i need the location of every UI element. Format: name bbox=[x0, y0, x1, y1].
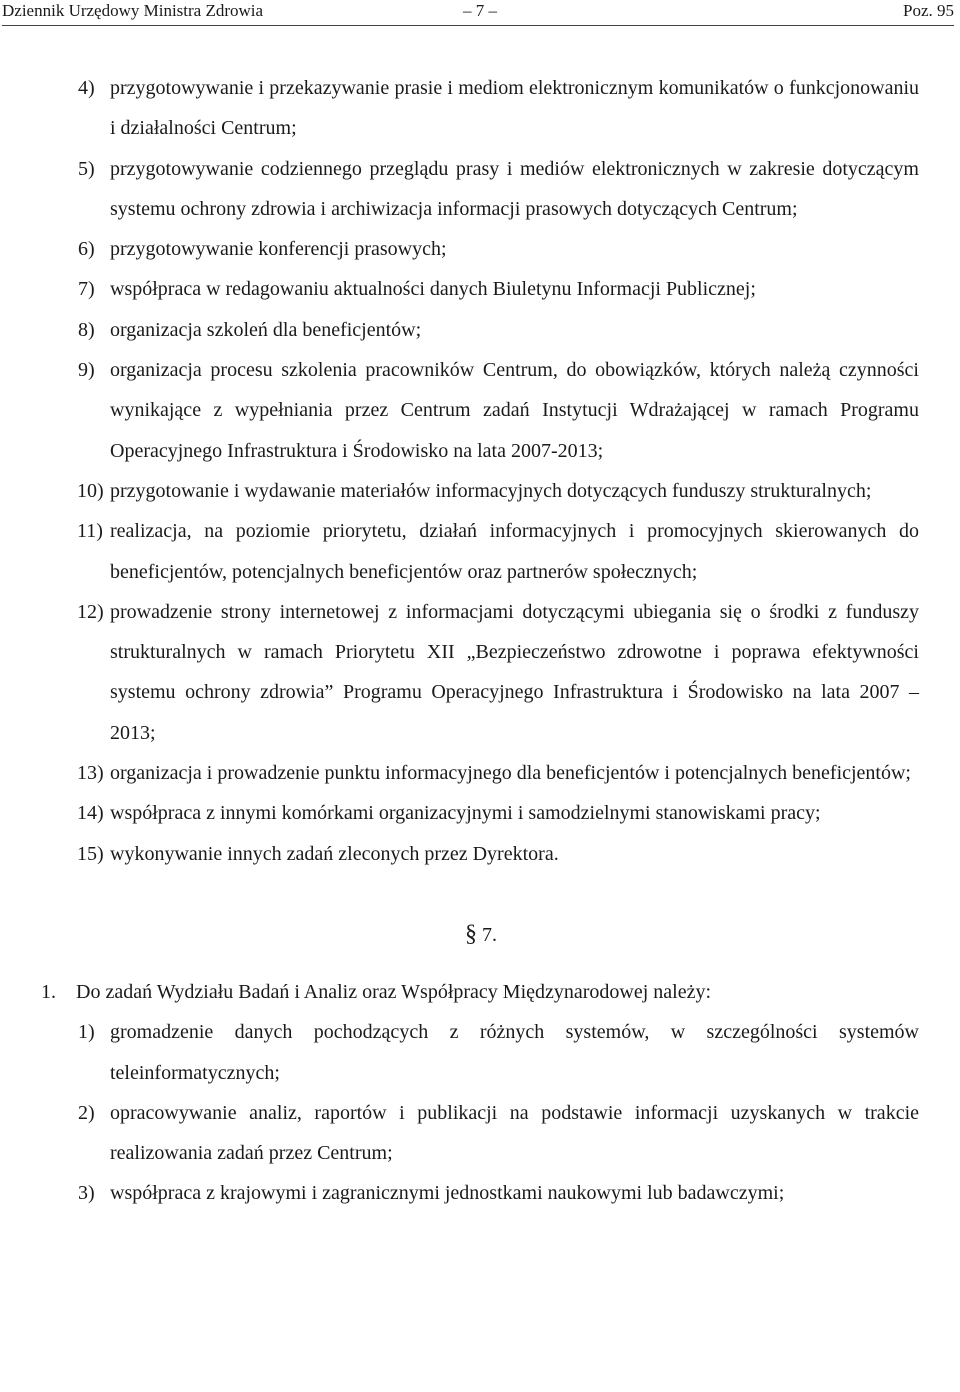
list-item-number: 8) bbox=[78, 318, 95, 341]
list-item-text: współpraca z krajowymi i zagranicznymi jednostkami naukowymi lub badawczymi; bbox=[110, 1182, 785, 1205]
list-item-text: przygotowywanie i przekazywanie prasie i mediom elektronicznym komunikatów o funkcjonowaniu i działalności Centrum; bbox=[110, 77, 919, 140]
list-item bbox=[0, 592, 919, 753]
task-list-research-unit bbox=[0, 1012, 960, 1213]
list-item bbox=[0, 753, 919, 793]
page-number: – 7 – bbox=[463, 1, 497, 20]
list-item-text: gromadzenie danych pochodzących z różnych systemów, w szczególności systemów teleinformatycznych; bbox=[110, 1021, 919, 1084]
list-item-text: organizacja i prowadzenie punktu informacyjnego dla beneficjentów i potencjalnych beneficjentów; bbox=[110, 762, 911, 785]
list-item-number: 13) bbox=[77, 762, 104, 785]
list-item-number: 6) bbox=[78, 238, 95, 261]
list-item-text: organizacja szkoleń dla beneficjentów; bbox=[110, 318, 422, 341]
list-item-number: 3) bbox=[78, 1182, 95, 1205]
list-item-number: 10) bbox=[77, 479, 104, 502]
list-item bbox=[0, 149, 919, 230]
paragraph-number: 1. bbox=[41, 980, 56, 1003]
list-item-text: opracowywanie analiz, raportów i publikacji na podstawie informacji uzyskanych w trakcie realizowania zadań przez Centrum; bbox=[110, 1101, 919, 1165]
list-item bbox=[0, 511, 919, 592]
position-number: Poz. 95 bbox=[903, 1, 954, 20]
section-heading bbox=[0, 914, 960, 954]
list-item bbox=[0, 269, 919, 309]
list-item-text: prowadzenie strony internetowej z informacjami dotyczącymi ubiegania się o środki z funduszy strukturalnych w ramach Priorytetu XII „Bezpieczeństwo zdrowotne i poprawa efektywności systemu ochrony zdrowia” Programu Operacyjnego Infrastruktura i Środowisko na lata 2007 – 2013; bbox=[110, 600, 919, 744]
list-item-text: współpraca z innymi komórkami organizacyjnymi i samodzielnymi stanowiskami pracy; bbox=[110, 802, 821, 825]
section-number: 7. bbox=[482, 923, 497, 946]
paragraph-text: Do zadań Wydziału Badań i Analiz oraz Współpracy Międzynarodowej należy: bbox=[76, 980, 712, 1003]
list-item-text: przygotowanie i wydawanie materiałów informacyjnych dotyczących funduszy strukturalnych; bbox=[110, 479, 872, 502]
list-item-text: przygotowywanie konferencji prasowych; bbox=[110, 238, 447, 261]
document-body bbox=[0, 68, 960, 1214]
list-item-number: 11) bbox=[77, 520, 103, 543]
list-item-number: 7) bbox=[78, 278, 95, 301]
list-item-number: 15) bbox=[77, 842, 104, 865]
task-list-continued bbox=[0, 68, 960, 874]
list-item-number: 1) bbox=[78, 1021, 95, 1044]
list-item bbox=[0, 1173, 919, 1213]
section-sign: § bbox=[465, 920, 477, 947]
list-item bbox=[0, 310, 919, 350]
list-item bbox=[0, 1093, 919, 1174]
list-item bbox=[0, 68, 919, 149]
list-item-number: 14) bbox=[77, 802, 104, 825]
list-item bbox=[0, 793, 919, 833]
list-item-text: wykonywanie innych zadań zleconych przez Dyrektora. bbox=[110, 842, 559, 865]
list-item-text: realizacja, na poziomie priorytetu, działań informacyjnych i promocyjnych skierowanych do beneficjentów, potencjalnych beneficjentów oraz partnerów społecznych; bbox=[110, 520, 919, 583]
paragraph-1 bbox=[0, 972, 919, 1012]
list-item bbox=[0, 229, 919, 269]
list-item-number: 5) bbox=[78, 157, 95, 180]
list-item-text: przygotowywanie codziennego przeglądu prasy i mediów elektronicznych w zakresie dotyczącym systemu ochrony zdrowia i archiwizacja informacji prasowych dotyczących Centrum; bbox=[110, 157, 919, 220]
list-item-number: 12) bbox=[77, 600, 104, 623]
list-item-number: 4) bbox=[78, 77, 95, 99]
list-item-number: 2) bbox=[78, 1101, 95, 1124]
page-header bbox=[0, 0, 960, 27]
list-item bbox=[0, 1012, 919, 1093]
list-item bbox=[0, 350, 919, 471]
list-item-text: współpraca w redagowaniu aktualności danych Biuletynu Informacji Publicznej; bbox=[110, 278, 756, 301]
list-item-text: organizacja procesu szkolenia pracowników Centrum, do obowiązków, których należą czynności wynikające z wypełniania przez Centrum zadań Instytucji Wdrażającej w ramach Programu Operacyjnego Infrastruktura i Środowisko na lata 2007-2013; bbox=[110, 359, 919, 462]
header-rule bbox=[2, 25, 954, 26]
journal-title: Dziennik Urzędowy Ministra Zdrowia bbox=[2, 1, 264, 20]
list-item bbox=[0, 471, 919, 511]
list-item-number: 9) bbox=[78, 359, 95, 382]
list-item bbox=[0, 834, 919, 874]
